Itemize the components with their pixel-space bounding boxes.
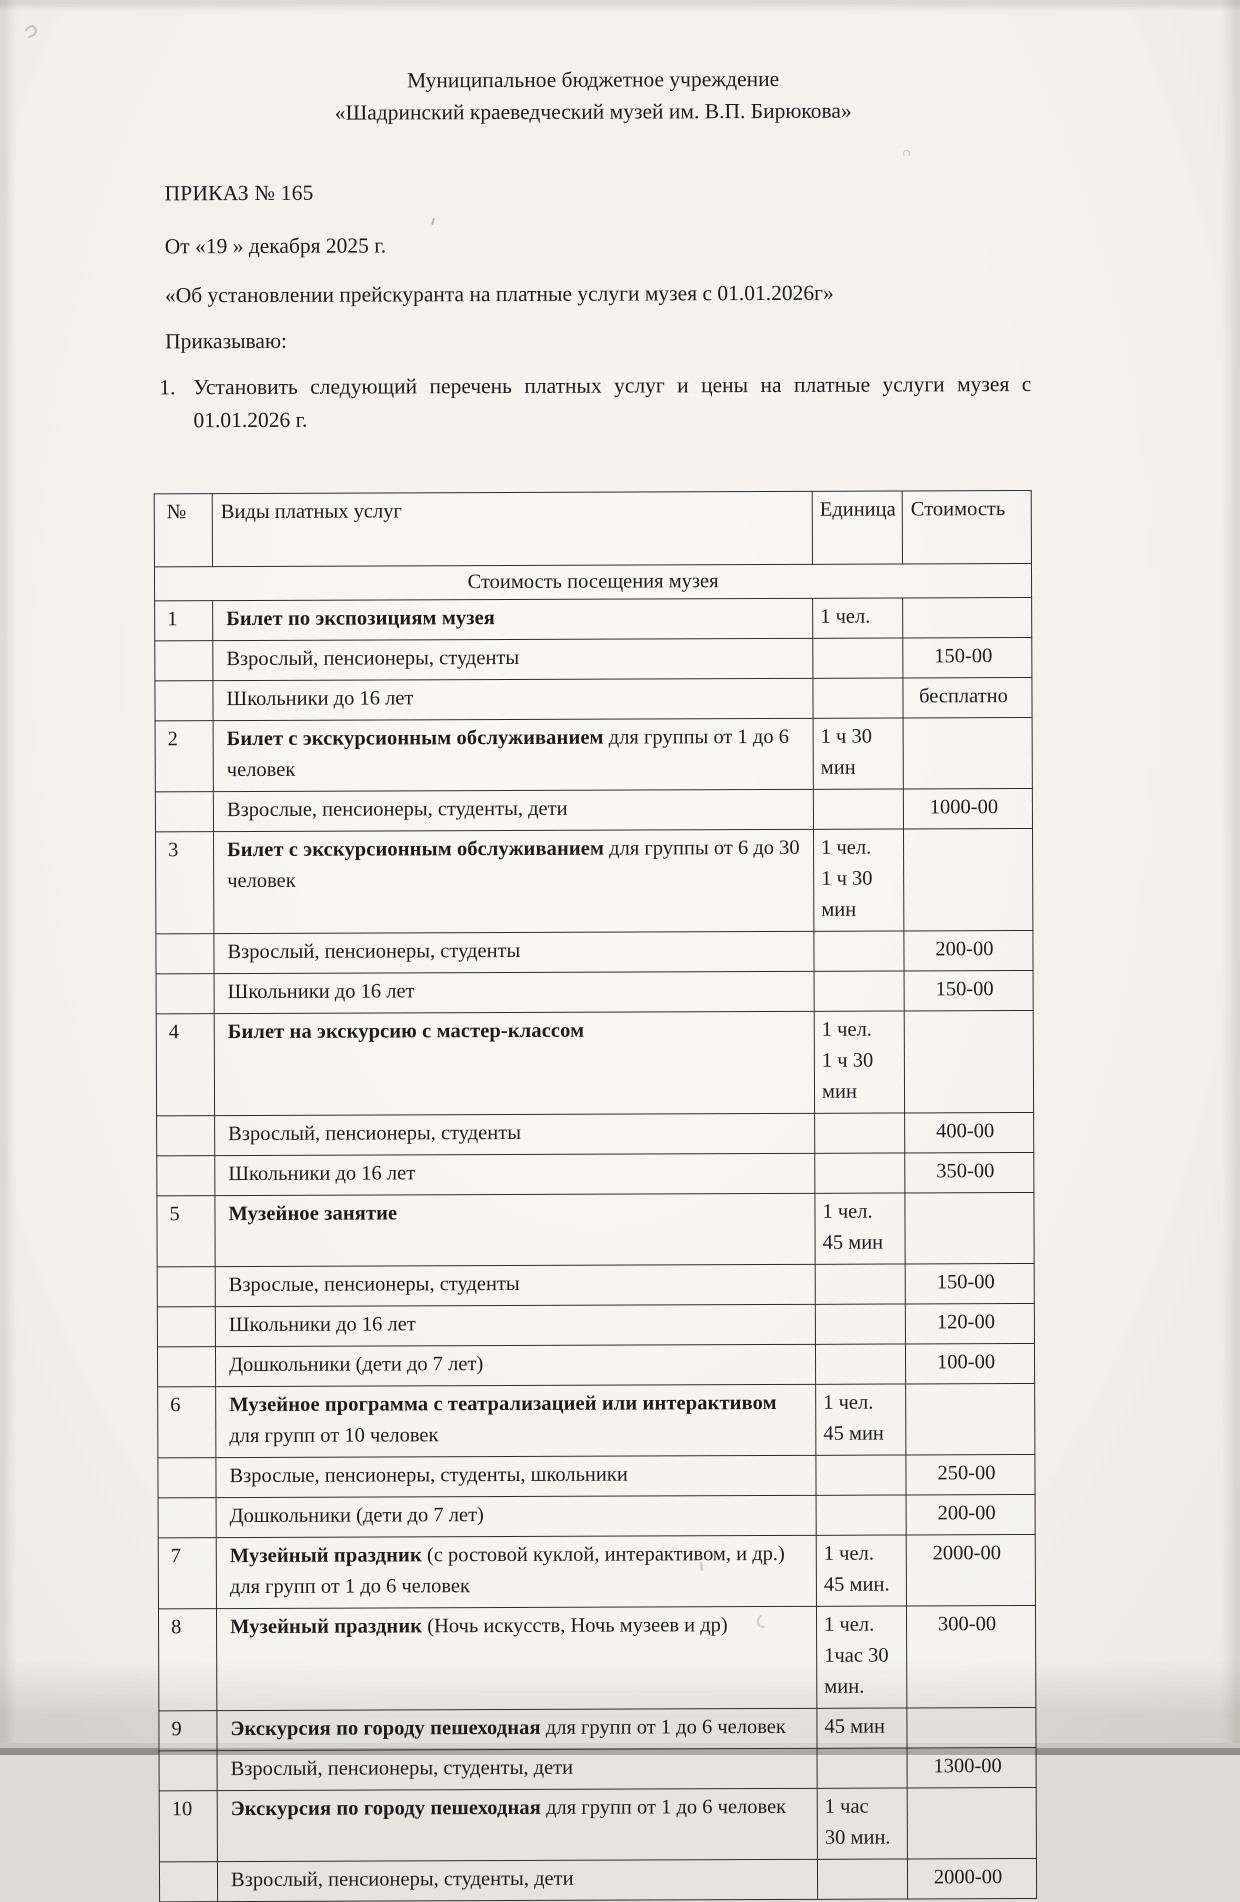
cell-service-name: Экскурсия по городу пешеходная для групп от 1 до 6 человек: [217, 1788, 817, 1861]
tariff-sub-row: [155, 677, 1032, 720]
service-row: [158, 1605, 1035, 1710]
cell-price: 150-00: [904, 970, 1033, 1010]
cell-service-name: Взрослые, пенсионеры, студенты: [215, 1264, 815, 1306]
service-row: [158, 1534, 1035, 1608]
cell-service-name: [213, 598, 813, 640]
cell-price: [905, 1192, 1034, 1263]
cell-unit: 1 чел. 45 мин.: [816, 1535, 906, 1606]
service-name-bold: Билет с экскурсионным обслуживанием: [227, 837, 605, 862]
cell-unit: [815, 1264, 905, 1304]
col-header-service: Виды платных услуг: [212, 491, 812, 566]
cell-unit: [815, 1113, 905, 1153]
cell-row-number: [157, 1267, 215, 1307]
cell-price: 200-00: [906, 1494, 1035, 1534]
section-title-row: [154, 563, 1031, 600]
cell-unit: [813, 789, 903, 829]
cell-row-number: [157, 1307, 215, 1347]
cell-service-name: Музейное программа с театрализацией или интерактивом для групп от 10 человек: [216, 1384, 816, 1457]
service-row: [156, 828, 1033, 933]
cell-price: 100-00: [905, 1343, 1034, 1383]
tariff-sub-row: [157, 1112, 1034, 1155]
cell-unit: [816, 1455, 906, 1495]
tariff-sub-row: [155, 637, 1032, 680]
cell-service-name: Школьники до 16 лет: [214, 971, 814, 1013]
service-name-bold: Музейное занятие: [228, 1202, 398, 1226]
cell-unit: [815, 1304, 905, 1344]
tariff-sub-row: [158, 1454, 1035, 1497]
order-date: От «19 » декабря 2025 г.: [164, 233, 387, 259]
cell-unit: 1 ч 30 мин: [813, 718, 903, 789]
price-table: [154, 490, 1037, 1902]
cell-unit: 45 мин: [817, 1708, 907, 1748]
cell-price: 200-00: [904, 930, 1033, 970]
cell-price: 120-00: [905, 1303, 1034, 1343]
cell-row-number: [157, 1116, 215, 1156]
cell-unit: [815, 1153, 905, 1193]
scan-artifact: [22, 23, 39, 39]
cell-service-name: Экскурсия по городу пешеходная для групп от 1 до 6 человек: [217, 1708, 817, 1750]
price-table-body: [154, 563, 1036, 1901]
cell-unit: [814, 971, 904, 1011]
cell-row-number: 2: [155, 721, 213, 792]
organization-name: «Шадринский краеведческий музей им. В.П. Бирюкова»: [334, 98, 852, 125]
cell-unit: 1 чел. 45 мин: [815, 1193, 905, 1264]
cell-service-name: Музейный праздник (с ростовой куклой, интерактивом, и др.) для групп от 1 до 6 человек: [216, 1535, 816, 1608]
cell-row-number: 1: [155, 601, 213, 641]
cell-row-number: 7: [158, 1538, 216, 1609]
cell-unit: 1 чел. 1 ч 30 мин: [814, 1011, 904, 1113]
order-number-title: ПРИКАЗ № 165: [164, 180, 314, 206]
service-name-bold: Музейный праздник: [229, 1544, 422, 1568]
service-row: [155, 597, 1032, 640]
cell-unit: [813, 638, 903, 678]
cell-unit: [816, 1495, 906, 1535]
cell-price: 150-00: [905, 1263, 1034, 1303]
cell-unit: 1 чел. 45 мин: [816, 1384, 906, 1455]
cell-row-number: [155, 641, 213, 681]
service-row: [155, 717, 1032, 791]
cell-service-name: Взрослый, пенсионеры, студенты: [215, 1113, 815, 1155]
cell-price: [907, 1787, 1036, 1858]
cell-service-name: Взрослый, пенсионеры, студенты: [213, 638, 813, 680]
service-name-bold: Билет по экспозициям музея: [226, 607, 495, 631]
cell-unit: [817, 1748, 907, 1788]
cell-row-number: [159, 1862, 217, 1902]
tariff-sub-row: [157, 1303, 1034, 1346]
order-item-1: [157, 368, 1031, 437]
tariff-sub-row: [156, 930, 1033, 973]
tariff-sub-row: [159, 1747, 1036, 1790]
cell-row-number: [159, 1751, 217, 1791]
cell-row-number: 3: [156, 832, 214, 934]
cell-row-number: [158, 1458, 216, 1498]
cell-row-number: [156, 934, 214, 974]
cell-service-name: [215, 1193, 815, 1266]
col-header-number: №: [154, 494, 212, 567]
item-number: 1.: [159, 375, 176, 400]
cell-price: бесплатно: [903, 677, 1032, 717]
cell-price: 350-00: [905, 1152, 1034, 1192]
cell-row-number: 4: [156, 1014, 214, 1116]
tariff-sub-row: [155, 788, 1032, 831]
cell-service-name: Билет с экскурсионным обслуживанием для группы от 6 до 30 человек: [214, 829, 814, 933]
section-title: Стоимость посещения музея: [154, 563, 1031, 600]
cell-row-number: [155, 681, 213, 721]
organization-type: Муниципальное бюджетное учреждение: [407, 66, 780, 93]
service-name-bold: Билет с экскурсионным обслуживанием: [226, 726, 604, 751]
cell-price: 1300-00: [907, 1747, 1036, 1787]
cell-price: [907, 1707, 1036, 1747]
cell-service-name: Дошкольники (дети до 7 лет): [215, 1344, 815, 1386]
cell-price: [903, 717, 1032, 788]
item-text: Установить следующий перечень платных услуг и цены на платные услуги музея с 01.01.2026 г.: [193, 371, 1032, 433]
cell-service-name: Взрослые, пенсионеры, студенты, дети: [213, 789, 813, 831]
tariff-sub-row: [159, 1858, 1036, 1901]
cell-unit: 1 чел. 1час 30 мин.: [816, 1606, 906, 1708]
order-document: [156, 0, 1037, 1902]
cell-unit: [817, 1859, 907, 1899]
cell-price: 250-00: [906, 1454, 1035, 1494]
cell-service-name: Взрослые, пенсионеры, студенты, школьники: [216, 1455, 816, 1497]
cell-service-name: Билет с экскурсионным обслуживанием для группы от 1 до 6 человек: [213, 718, 813, 791]
cell-row-number: [157, 1347, 215, 1387]
cell-price: 300-00: [906, 1605, 1035, 1707]
cell-row-number: [157, 1156, 215, 1196]
service-row: [157, 1192, 1034, 1266]
tariff-sub-row: [157, 1263, 1034, 1306]
service-row: [159, 1707, 1036, 1750]
cell-price: 2000-00: [907, 1858, 1036, 1898]
tariff-sub-row: [157, 1343, 1034, 1386]
cell-service-name: Дошкольники (дети до 7 лет): [216, 1495, 816, 1537]
cell-service-name: Взрослый, пенсионеры, студенты: [214, 931, 814, 973]
cell-unit: 1 час 30 мин.: [817, 1788, 907, 1859]
cell-unit: [815, 1344, 905, 1384]
tariff-sub-row: [158, 1494, 1035, 1537]
organization-header: [156, 62, 1030, 129]
cell-unit: [814, 931, 904, 971]
table-header-row: [154, 490, 1031, 566]
tariff-sub-row: [157, 1152, 1034, 1195]
service-row: [156, 1010, 1033, 1115]
service-name-bold: Экскурсия по городу пешеходная: [230, 1796, 541, 1821]
cell-price: [903, 828, 1032, 930]
cell-price: 400-00: [905, 1112, 1034, 1152]
cell-unit: 1 чел.: [813, 598, 903, 638]
service-name-bold: Экскурсия по городу пешеходная: [230, 1716, 541, 1741]
cell-unit: 1 чел. 1 ч 30 мин: [813, 829, 903, 931]
cell-service-name: Школьники до 16 лет: [213, 678, 813, 720]
cell-service-name: Взрослый, пенсионеры, студенты, дети: [217, 1748, 817, 1790]
cell-row-number: [158, 1498, 216, 1538]
cell-service-name: Школьники до 16 лет: [215, 1153, 815, 1195]
cell-service-name: [214, 1011, 814, 1115]
col-header-price: Стоимость: [902, 490, 1031, 563]
tariff-sub-row: [156, 970, 1033, 1013]
cell-row-number: [156, 974, 214, 1014]
cell-row-number: 10: [159, 1791, 217, 1862]
service-name-bold: Музейный праздник: [230, 1615, 423, 1639]
cell-row-number: 6: [158, 1387, 216, 1458]
cell-price: [906, 1383, 1035, 1454]
cell-price: 150-00: [903, 637, 1032, 677]
service-row: [158, 1383, 1035, 1457]
cell-unit: [813, 678, 903, 718]
cell-row-number: 9: [159, 1711, 217, 1751]
col-header-unit: Единица: [812, 491, 902, 564]
cell-row-number: 5: [157, 1196, 215, 1267]
cell-service-name: Школьники до 16 лет: [215, 1304, 815, 1346]
cell-service-name: Взрослый, пенсионеры, студенты, дети: [217, 1859, 817, 1901]
cell-price: [903, 597, 1032, 637]
cell-price: 2000-00: [906, 1534, 1035, 1605]
order-subject: «Об установлении прейскуранта на платные услуги музея с 01.01.2026г»: [164, 280, 834, 308]
cell-row-number: [155, 792, 213, 832]
cell-service-name: Музейный праздник (Ночь искусств, Ночь музеев и др): [216, 1606, 816, 1710]
decree-word: Приказываю:: [165, 328, 288, 354]
cell-price: 1000-00: [903, 788, 1032, 828]
service-name-bold: Билет на экскурсию с мастер-классом: [227, 1019, 585, 1044]
cell-price: [904, 1010, 1033, 1112]
service-row: [159, 1787, 1036, 1861]
cell-row-number: 8: [158, 1609, 216, 1711]
service-name-bold: Музейное программа с театрализацией или интерактивом: [229, 1391, 777, 1417]
